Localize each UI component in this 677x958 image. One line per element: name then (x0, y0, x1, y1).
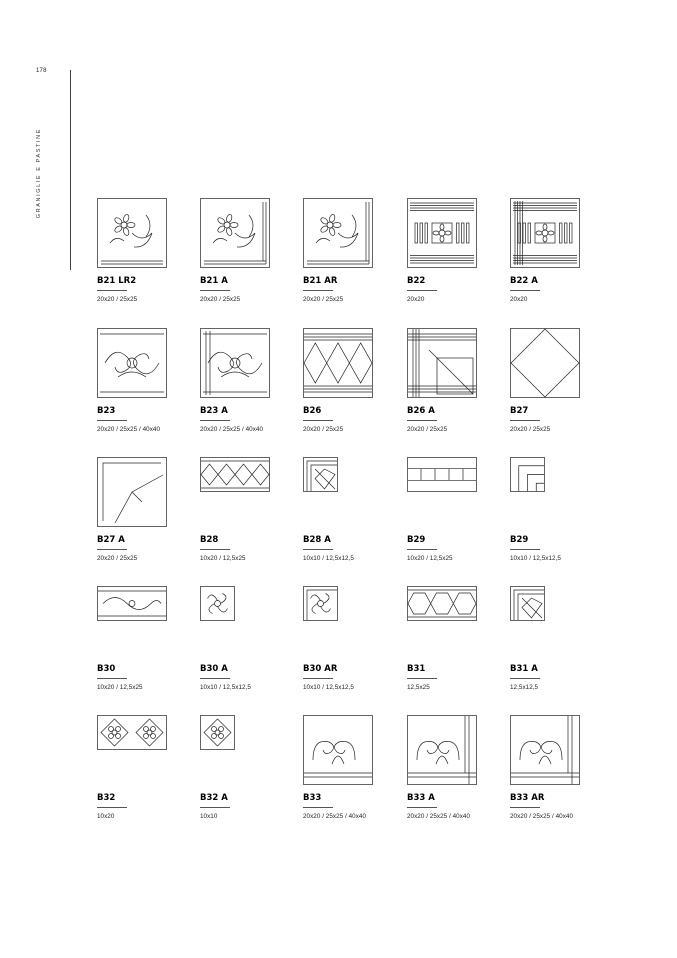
hexagon-corner-tile-icon (510, 586, 610, 621)
tile-code: B33 (303, 793, 322, 803)
acanthus-corner-right-tile-icon (510, 715, 610, 785)
tile-sizes: 20x20 / 25x25 / 40x40 (303, 813, 367, 820)
code-underline (407, 807, 437, 808)
code-underline (407, 420, 437, 421)
tile-item (303, 457, 403, 562)
code-underline (97, 290, 127, 291)
tile-item (510, 457, 610, 562)
double-flower-tile-icon (97, 715, 197, 750)
code-underline (97, 678, 127, 679)
tile-code: B21 A (200, 276, 228, 286)
code-underline (200, 807, 230, 808)
tile-item (97, 457, 197, 562)
code-underline (303, 807, 333, 808)
tile-sizes: 20x20 / 25x25 / 40x40 (407, 813, 471, 820)
tile-item (510, 198, 610, 303)
tile-code: B32 (97, 793, 116, 803)
tile-item (97, 715, 197, 820)
tile-item (200, 198, 300, 303)
hexagon-border-tile-icon (407, 586, 507, 621)
code-underline (303, 290, 333, 291)
tile-item (510, 715, 610, 820)
section-label: GRANIGLIE E PASTINE (36, 128, 42, 219)
filigree-square-tile-icon (200, 586, 300, 621)
tile-item (200, 715, 300, 820)
tile-sizes: 10x20 / 12,5x25 (407, 555, 453, 562)
tile-item (407, 715, 507, 820)
tile-item (510, 586, 610, 691)
tile-code: B30 AR (303, 664, 338, 674)
tile-sizes: 20x20 / 25x25 (303, 296, 344, 303)
tile-item (200, 586, 300, 691)
code-underline (303, 420, 333, 421)
tile-item (200, 457, 300, 562)
tile-item (97, 328, 197, 433)
rosette-corner-tile-icon (510, 198, 610, 268)
code-underline (97, 807, 127, 808)
acanthus-border-tile-icon (303, 715, 403, 785)
tile-sizes: 20x20 (510, 296, 528, 303)
tile-code: B27 A (97, 535, 125, 545)
scroll-border-tile-icon (97, 328, 197, 398)
tile-item (303, 198, 403, 303)
tile-sizes: 20x20 / 25x25 / 40x40 (200, 426, 264, 433)
tile-code: B33 AR (510, 793, 545, 803)
tile-code: B23 (97, 406, 116, 416)
tile-code: B22 (407, 276, 426, 286)
code-underline (97, 549, 127, 550)
tile-item (407, 328, 507, 433)
code-underline (407, 678, 437, 679)
tile-item (407, 198, 507, 303)
code-underline (200, 678, 230, 679)
tile-item (303, 715, 403, 820)
tile-code: B23 A (200, 406, 228, 416)
small-diamond-border-tile-icon (200, 457, 300, 492)
tile-sizes: 10x10 (200, 813, 218, 820)
tile-code: B31 (407, 664, 426, 674)
small-diamond-corner-tile-icon (303, 457, 403, 492)
tile-sizes: 20x20 / 25x25 (407, 426, 448, 433)
tile-code: B26 A (407, 406, 435, 416)
large-diamond-tile-icon (510, 328, 610, 398)
code-underline (303, 549, 333, 550)
tile-item (97, 586, 197, 691)
floral-corner-right-tile-icon (303, 198, 403, 268)
tile-sizes: 10x10 / 12,5x12,5 (303, 684, 354, 691)
tile-sizes: 12,5x12,5 (510, 684, 539, 691)
tile-sizes: 10x20 (97, 813, 115, 820)
tile-sizes: 20x20 (407, 296, 425, 303)
brick-border-tile-icon (407, 457, 507, 492)
tile-item (200, 328, 300, 433)
tile-item (407, 586, 507, 691)
tile-sizes: 20x20 / 25x25 (97, 296, 138, 303)
tile-item (97, 198, 197, 303)
tile-code: B27 (510, 406, 529, 416)
tile-sizes: 20x20 / 25x25 / 40x40 (510, 813, 574, 820)
tile-code: B28 (200, 535, 219, 545)
tile-sizes: 20x20 / 25x25 / 40x40 (97, 426, 161, 433)
brick-corner-tile-icon (510, 457, 610, 492)
tile-sizes: 10x10 / 12,5x12,5 (303, 555, 354, 562)
diamond-border-tile-icon (303, 328, 403, 398)
filigree-border-tile-icon (97, 586, 197, 621)
tile-code: B31 A (510, 664, 538, 674)
scroll-corner-tile-icon (200, 328, 300, 398)
code-underline (303, 678, 333, 679)
tile-code: B29 (510, 535, 529, 545)
diamond-corner-tile-icon (407, 328, 507, 398)
code-underline (510, 290, 540, 291)
tile-code: B30 (97, 664, 116, 674)
single-flower-tile-icon (200, 715, 300, 750)
chevron-corner-tile-icon (97, 457, 197, 527)
page-number: 178 (36, 68, 47, 74)
floral-border-tile-icon (97, 198, 197, 268)
code-underline (97, 420, 127, 421)
tile-code: B22 A (510, 276, 538, 286)
acanthus-corner-tile-icon (407, 715, 507, 785)
tile-code: B33 A (407, 793, 435, 803)
tile-sizes: 10x10 / 12,5x12,5 (200, 684, 251, 691)
code-underline (510, 549, 540, 550)
tile-sizes: 10x20 / 12,5x25 (97, 684, 143, 691)
tile-code: B29 (407, 535, 426, 545)
code-underline (200, 420, 230, 421)
code-underline (510, 807, 540, 808)
tile-code: B28 A (303, 535, 331, 545)
code-underline (510, 678, 540, 679)
rosette-border-tile-icon (407, 198, 507, 268)
tile-item (303, 586, 403, 691)
tile-code: B26 (303, 406, 322, 416)
tile-item (510, 328, 610, 433)
code-underline (407, 549, 437, 550)
code-underline (407, 290, 437, 291)
floral-corner-tile-icon (200, 198, 300, 268)
tile-sizes: 10x10 / 12,5x12,5 (510, 555, 561, 562)
tile-code: B21 LR2 (97, 276, 137, 286)
tile-sizes: 20x20 / 25x25 (97, 555, 138, 562)
code-underline (200, 549, 230, 550)
code-underline (200, 290, 230, 291)
tile-sizes: 10x20 / 12,5x25 (200, 555, 246, 562)
tile-code: B30 A (200, 664, 228, 674)
filigree-corner-tile-icon (303, 586, 403, 621)
tile-code: B32 A (200, 793, 228, 803)
tile-sizes: 12,5x25 (407, 684, 430, 691)
tile-code: B21 AR (303, 276, 338, 286)
code-underline (510, 420, 540, 421)
tile-item (407, 457, 507, 562)
side-divider (70, 70, 71, 270)
tile-sizes: 20x20 / 25x25 (200, 296, 241, 303)
tile-item (303, 328, 403, 433)
tile-sizes: 20x20 / 25x25 (510, 426, 551, 433)
tile-sizes: 20x20 / 25x25 (303, 426, 344, 433)
